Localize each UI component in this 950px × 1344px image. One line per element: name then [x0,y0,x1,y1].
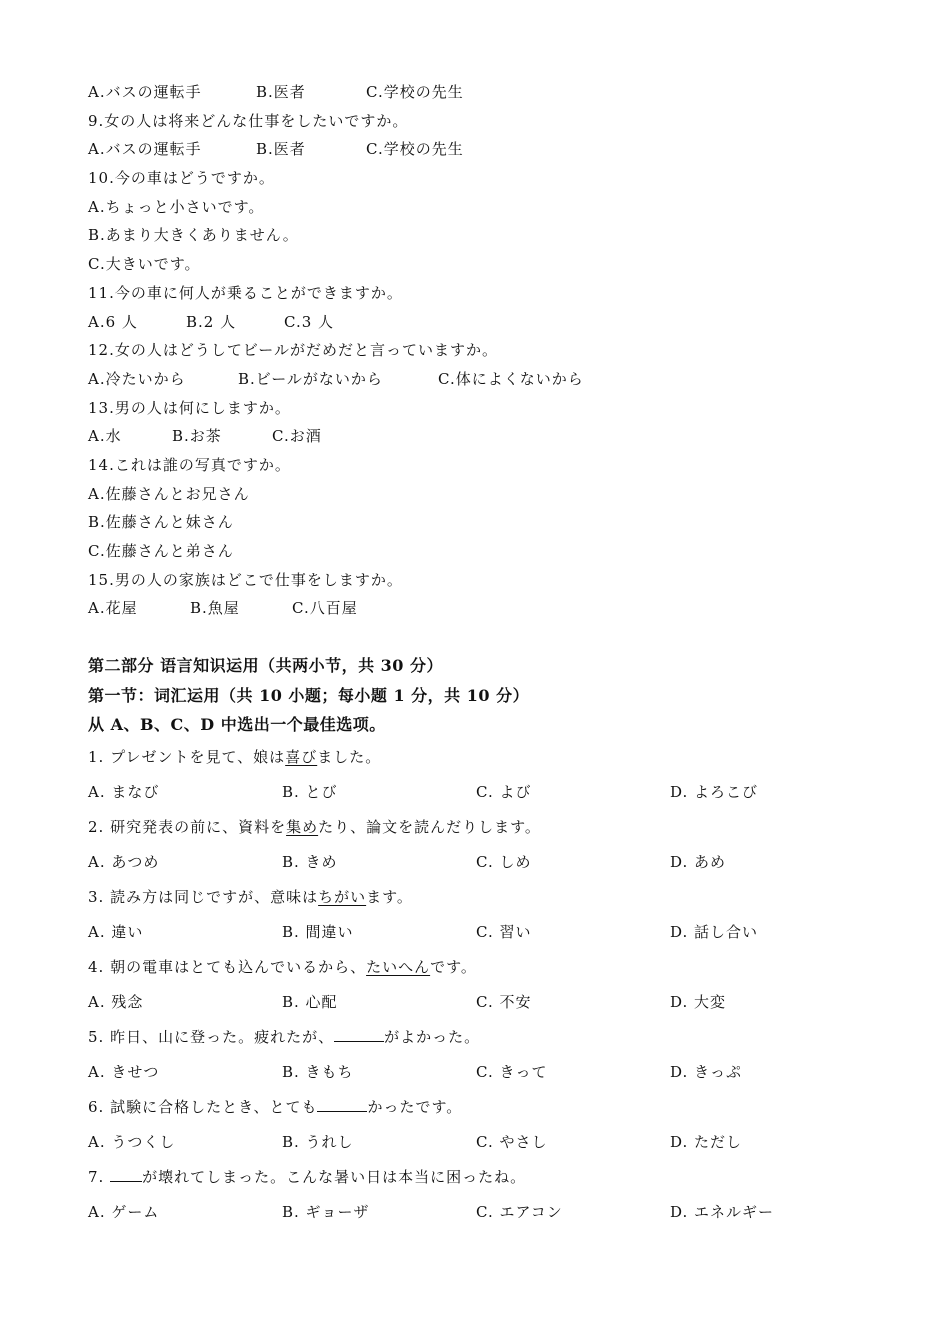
q1-options [88,775,888,810]
target-word: ちがい [318,887,367,906]
vocab-question-6: 6. 試験に合格したとき、とても かったです。 [88,1097,463,1116]
option: C.佐藤さんと弟さん [88,542,234,560]
option: D. ただし [670,1132,743,1151]
vocab-question-5: 5. 昨日、山に登った。疲れたが、 がよかった。 [88,1027,481,1046]
q4-options [88,985,888,1020]
target-word: たいへん [366,957,431,976]
option: A. まなび [88,782,160,801]
option: B.魚屋 [190,599,240,618]
option: B.医者 [256,83,306,101]
target-word: 喜び [285,747,318,766]
option: B.ビールがないから [238,369,383,388]
q15-options [88,594,888,623]
answer-blank [110,1166,142,1182]
instruction: 从 A、B、C、D 中选出一个最佳选项。 [88,715,386,735]
option: C.3 人 [284,312,335,331]
question-10: 10.今の車はどうですか。 [88,169,275,188]
option: A.水 [88,427,122,446]
option: A.6 人 [88,312,138,331]
option: C. エアコン [476,1202,563,1221]
question-9: 9.女の人は将来どんな仕事をしたいですか。 [88,111,409,130]
target-word: 集め [286,817,319,836]
vocab-question-7: 7. が壊れてしまった。こんな暑い日は本当に困ったね。 [88,1167,527,1186]
option: B. きもち [282,1062,354,1081]
option: B. とび [282,782,338,801]
option: C.学校の先生 [366,140,464,159]
option: B. ギョーザ [282,1202,370,1221]
q13-options [88,422,888,451]
part2-title: 第二部分 语言知识运用（共两小节，共 30 分） [88,656,443,676]
option: D. 大変 [670,992,727,1011]
option: C.お酒 [272,427,322,446]
option: C.大きいです。 [88,255,201,274]
answer-blank [334,1026,384,1042]
option: A.冷たいから [88,369,186,388]
option: C. 不安 [476,992,532,1011]
option: A.バスの運転手 [88,140,202,159]
section-title: 第一节：词汇运用（共 10 小题；每小题 1 分，共 10 分） [88,685,530,705]
q2-options [88,845,888,880]
option: A.バスの運転手 [88,83,202,101]
vocab-question-1: 1. プレゼントを見て、娘は喜びました。 [88,747,382,766]
q7-options [88,1195,888,1230]
vocab-question-4: 4. 朝の電車はとても込んでいるから、たいへんです。 [88,957,477,976]
option: C.八百屋 [292,599,358,618]
q3-options [88,915,888,950]
option: A.花屋 [88,599,138,618]
answer-blank [317,1096,367,1112]
option: C. 習い [476,922,532,941]
q8-options [88,78,888,107]
option: A. うつくし [88,1132,176,1151]
option: A. あつめ [88,852,160,871]
option: C.学校の先生 [366,83,464,101]
option: B. うれし [282,1132,354,1151]
option: B.あまり大きくありません。 [88,226,299,245]
option: B. 心配 [282,992,338,1011]
option: C. きって [476,1062,548,1081]
option: D. きっぷ [670,1062,743,1081]
q11-options [88,308,888,337]
q9-options [88,135,888,164]
option: B.佐藤さんと妹さん [88,513,234,532]
option: C. しめ [476,852,532,871]
q6-options [88,1125,888,1160]
exam-page [88,78,888,1230]
option: B.2 人 [186,312,237,331]
option: A. 違い [88,922,144,941]
option: C.体によくないから [438,369,584,388]
q12-options [88,365,888,394]
question-13: 13.男の人は何にしますか。 [88,398,291,417]
question-11: 11.今の車に何人が乗ることができますか。 [88,283,403,302]
q5-options [88,1055,888,1090]
question-12: 12.女の人はどうしてビールがだめだと言っていますか。 [88,341,498,360]
option: C. やさし [476,1132,548,1151]
option: C. よび [476,782,532,801]
option: B. きめ [282,852,338,871]
question-14: 14.これは誰の写真ですか。 [88,455,291,474]
question-15: 15.男の人の家族はどこで仕事をしますか。 [88,570,403,589]
option: D. 話し合い [670,922,759,941]
option: A. 残念 [88,992,144,1011]
vocab-question-3: 3. 読み方は同じですが、意味はちがいます。 [88,887,413,906]
option: D. よろこび [670,782,759,801]
option: D. あめ [670,852,727,871]
option: A.ちょっと小さいです。 [88,197,265,216]
vocab-question-2: 2. 研究発表の前に、資料を集めたり、論文を読んだりします。 [88,817,541,836]
option: B. 間違い [282,922,354,941]
option: D. エネルギー [670,1202,775,1221]
option: B.医者 [256,140,306,159]
option: A. ゲーム [88,1202,160,1221]
option: B.お茶 [172,427,222,446]
option: A. きせつ [88,1062,160,1081]
option: A.佐藤さんとお兄さん [88,484,250,503]
